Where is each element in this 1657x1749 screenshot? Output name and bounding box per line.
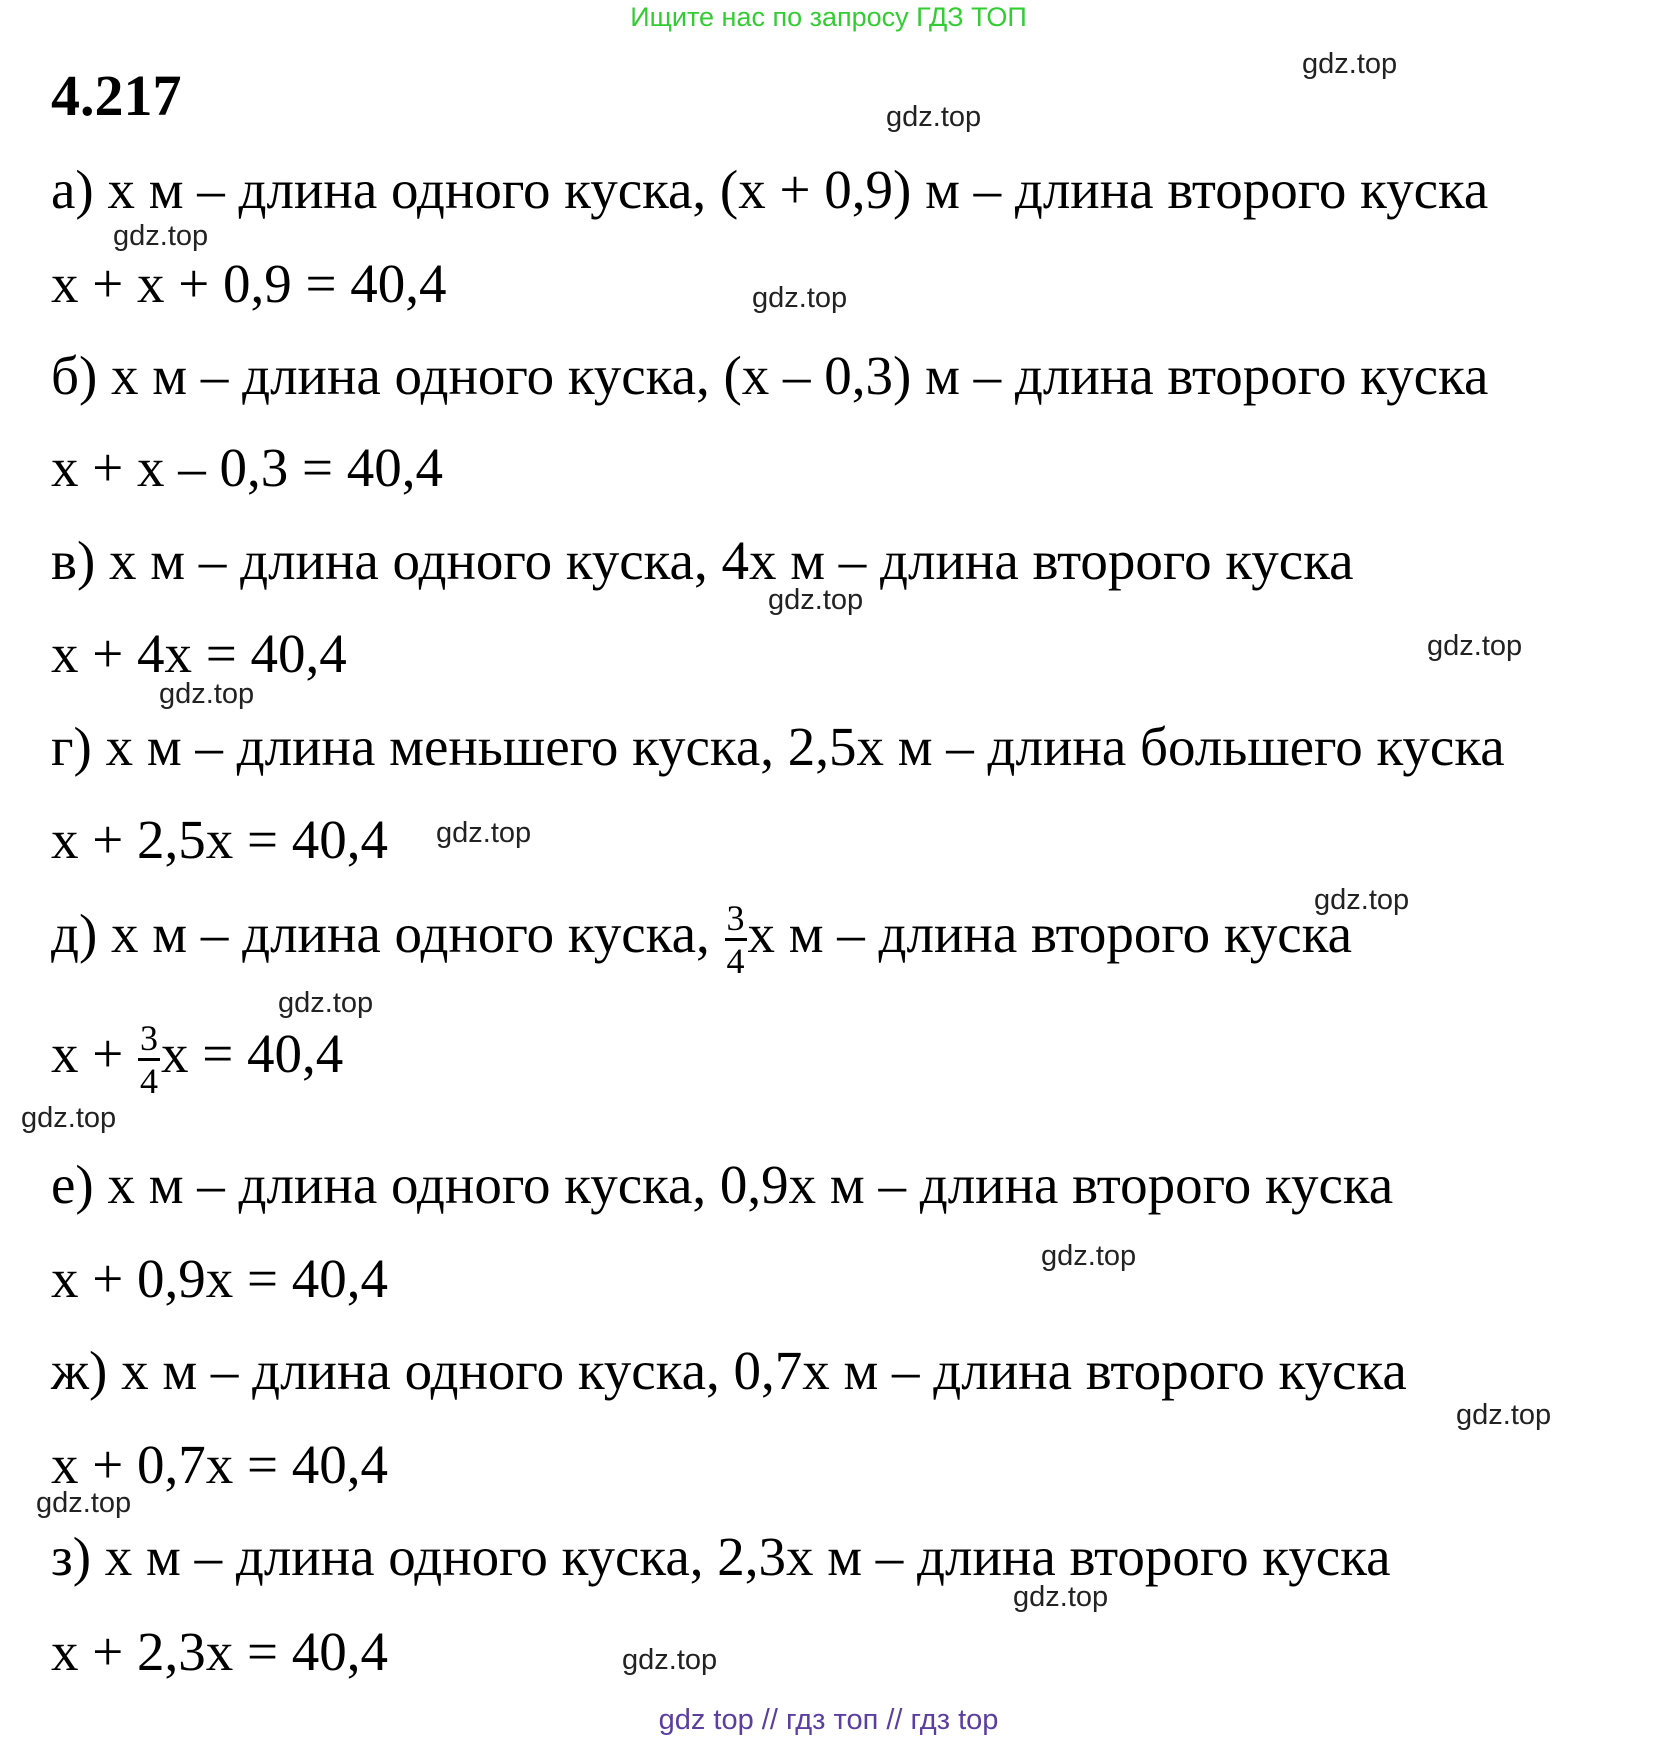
equation-b: x + x – 0,3 = 40,4 [51,437,444,498]
top-banner: Ищите нас по запросу ГДЗ ТОП [630,2,1027,32]
fraction: $\frac{3}{4}$ [726,898,745,981]
equation-g: x + 2,5x = 40,4 [51,809,389,870]
solution-line-b: б) x м – длина одного куска, (x – 0,3) м – длина второго куска [51,345,1489,406]
watermark: gdz.top [1427,630,1523,662]
watermark: gdz.top [1302,48,1398,80]
problem-number: 4.217 [51,63,182,128]
solution-line-e: е) x м – длина одного куска, 0,9x м – длина второго куска [51,1154,1394,1215]
solution-line-v: в) x м – длина одного куска, 4x м – длина второго куска [51,530,1354,591]
watermark: gdz.top [278,987,374,1019]
solution-line-d: д) x м – длина одного куска, $\frac{3}{4}$ x м – длина второго куска [51,898,1353,981]
solution-line-a: а) x м – длина одного куска, (x + 0,9) м – длина второго куска [51,159,1489,220]
watermark: gdz.top [768,584,864,616]
watermark: gdz.top [886,101,982,133]
watermark: gdz.top [752,282,848,314]
watermark: gdz.top [1041,1240,1137,1272]
solution-line-z: з) x м – длина одного куска, 2,3x м – длина второго куска [51,1526,1391,1587]
watermark: gdz.top [1013,1581,1109,1613]
fraction: $\frac{3}{4}$ [140,1018,159,1101]
watermark: gdz.top [1456,1399,1552,1431]
equation-e: x + 0,9x = 40,4 [51,1248,389,1309]
watermark: gdz.top [159,678,255,710]
watermark: gdz.top [36,1487,132,1519]
equation-d: x + $\frac{3}{4}$ x = 40,4 [51,1018,344,1101]
equation-z: x + 2,3x = 40,4 [51,1621,389,1682]
watermark: gdz.top [1314,884,1410,916]
watermark: gdz.top [113,220,209,252]
solution-line-g: г) x м – длина меньшего куска, 2,5x м – длина большего куска [51,716,1505,777]
footer-links: gdz top // гдз топ // гдз top [658,1704,999,1736]
watermark: gdz.top [622,1644,718,1676]
watermark: gdz.top [436,817,532,849]
equation-zh: x + 0,7x = 40,4 [51,1434,389,1495]
equation-v: x + 4x = 40,4 [51,623,347,684]
watermark: gdz.top [21,1102,117,1134]
solution-line-zh: ж) x м – длина одного куска, 0,7x м – длина второго куска [51,1340,1407,1401]
equation-a: x + x + 0,9 = 40,4 [51,253,447,314]
